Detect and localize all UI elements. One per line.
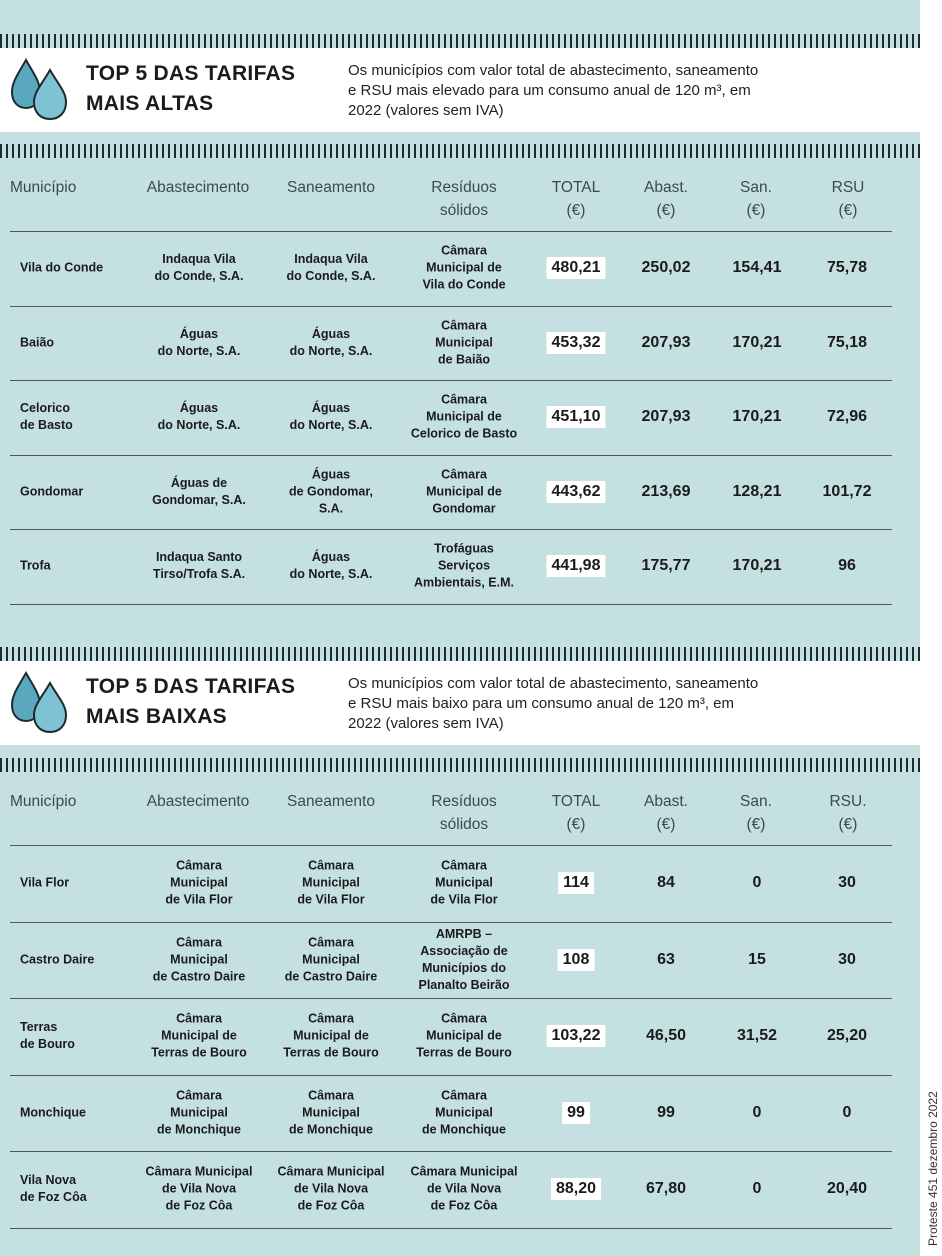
column-header-municipio: Município xyxy=(10,179,77,196)
cell-saneamento: Câmara Municipal de Castro Daire xyxy=(284,935,378,984)
stripe-divider xyxy=(0,34,920,48)
cell-municipio: Castro Daire xyxy=(20,952,95,967)
section-description: Os municípios com valor total de abastecimento, saneamento e RSU mais baixo para um consumo anual de 120 m³, em 2022 (valores sem IVA) xyxy=(348,675,759,732)
cell-residuos: Câmara Municipal de Vila Nova de Foz Côa xyxy=(410,1164,518,1213)
column-header-residuos: Resíduos sólidos xyxy=(431,793,497,833)
cell-municipio: Vila Nova de Foz Côa xyxy=(20,1173,87,1205)
column-header-abastecimento: Abastecimento xyxy=(146,179,250,196)
credit-line: Proteste 451 dezembro 2022 xyxy=(926,1091,940,1246)
stripe-divider xyxy=(0,647,920,661)
cell-rsu: 0 xyxy=(842,1103,852,1121)
row-divider xyxy=(10,1228,892,1229)
stripe-divider xyxy=(0,144,920,158)
cell-abast: 250,02 xyxy=(641,259,691,277)
table-row xyxy=(0,845,900,922)
table-row xyxy=(0,1075,900,1152)
column-header-residuos: Resíduos sólidos xyxy=(431,179,497,219)
column-header-total: TOTAL (€) xyxy=(551,793,601,833)
cell-rsu: 20,40 xyxy=(826,1180,868,1198)
cell-abast: 213,69 xyxy=(641,482,691,500)
cell-abastecimento: Águas de Gondomar, S.A. xyxy=(152,475,246,507)
column-header-san: San. (€) xyxy=(740,793,772,833)
column-header-san: San. (€) xyxy=(740,179,772,219)
section-header-low xyxy=(0,661,920,745)
cell-municipio: Monchique xyxy=(20,1105,86,1120)
cell-saneamento: Câmara Municipal de Terras de Bouro xyxy=(283,1011,379,1060)
cell-abast: 207,93 xyxy=(641,333,691,351)
cell-san: 31,52 xyxy=(736,1027,778,1045)
cell-abast: 84 xyxy=(657,874,675,892)
cell-residuos: Câmara Municipal de Gondomar xyxy=(426,467,502,516)
section-description: Os municípios com valor total de abastecimento, saneamento e RSU mais elevado para um consumo anual de 120 m³, em 2022 (valores sem IVA) xyxy=(348,62,759,119)
cell-rsu: 30 xyxy=(838,874,856,892)
cell-total: 103,22 xyxy=(547,1025,606,1047)
stripe-divider xyxy=(0,758,920,772)
cell-abastecimento: Indaqua Santo Tirso/Trofa S.A. xyxy=(152,550,246,582)
column-header-saneamento: Saneamento xyxy=(287,793,375,810)
cell-abastecimento: Câmara Municipal de Castro Daire xyxy=(152,935,246,984)
cell-saneamento: Câmara Municipal de Vila Nova de Foz Côa xyxy=(277,1164,385,1213)
cell-abast: 67,80 xyxy=(645,1180,687,1198)
table-row xyxy=(0,306,900,381)
cell-total: 480,21 xyxy=(547,257,606,279)
cell-abastecimento: Câmara Municipal de Vila Flor xyxy=(165,858,233,907)
water-drops-icon xyxy=(8,669,72,735)
cell-total: 441,98 xyxy=(547,555,606,577)
cell-abast: 63 xyxy=(657,950,675,968)
cell-abastecimento: Câmara Municipal de Terras de Bouro xyxy=(151,1011,247,1060)
cell-municipio: Vila do Conde xyxy=(20,260,104,275)
table-row xyxy=(0,922,900,999)
cell-rsu: 101,72 xyxy=(822,482,872,500)
cell-abastecimento: Águas do Norte, S.A. xyxy=(157,401,241,433)
column-header-abast: Abast. (€) xyxy=(644,179,688,219)
cell-total: 114 xyxy=(558,872,594,894)
cell-rsu: 75,18 xyxy=(826,333,868,351)
cell-san: 170,21 xyxy=(732,408,782,426)
cell-san: 15 xyxy=(748,950,766,968)
column-header-saneamento: Saneamento xyxy=(287,179,375,196)
cell-municipio: Vila Flor xyxy=(20,875,70,890)
cell-total: 88,20 xyxy=(551,1178,601,1200)
cell-abast: 175,77 xyxy=(641,557,691,575)
column-header-abast: Abast. (€) xyxy=(644,793,688,833)
cell-total: 99 xyxy=(562,1102,590,1124)
cell-total: 453,32 xyxy=(547,332,606,354)
table-row xyxy=(0,529,900,604)
cell-saneamento: Águas do Norte, S.A. xyxy=(289,401,373,433)
cell-abastecimento: Câmara Municipal de Monchique xyxy=(156,1088,242,1137)
cell-san: 0 xyxy=(752,874,762,892)
cell-abast: 207,93 xyxy=(641,408,691,426)
table-row xyxy=(0,231,900,306)
cell-rsu: 25,20 xyxy=(826,1027,868,1045)
cell-total: 108 xyxy=(558,949,595,971)
table-row xyxy=(0,998,900,1075)
cell-total: 443,62 xyxy=(547,481,606,503)
cell-municipio: Trofa xyxy=(20,558,51,573)
cell-san: 154,41 xyxy=(732,259,782,277)
column-header-abastecimento: Abastecimento xyxy=(146,793,250,810)
cell-residuos: Trofáguas Serviços Ambientais, E.M. xyxy=(413,541,515,590)
cell-residuos: Câmara Municipal de Baião xyxy=(435,318,493,367)
section-title: TOP 5 DAS TARIFAS MAIS BAIXAS xyxy=(86,675,296,728)
cell-residuos: Câmara Municipal de Celorico de Basto xyxy=(410,392,518,441)
cell-residuos: Câmara Municipal de Terras de Bouro xyxy=(416,1011,512,1060)
cell-abast: 99 xyxy=(657,1103,675,1121)
cell-municipio: Gondomar xyxy=(20,484,84,499)
cell-san: 0 xyxy=(752,1180,762,1198)
cell-total: 451,10 xyxy=(547,406,606,428)
row-divider xyxy=(10,604,892,605)
cell-residuos: Câmara Municipal de Monchique xyxy=(421,1088,507,1137)
cell-rsu: 75,78 xyxy=(826,259,868,277)
table-row xyxy=(0,455,900,530)
table-row xyxy=(0,380,900,455)
cell-rsu: 72,96 xyxy=(826,408,868,426)
column-header-rsu: RSU. (€) xyxy=(829,793,867,833)
cell-san: 128,21 xyxy=(732,482,782,500)
cell-san: 170,21 xyxy=(732,333,782,351)
cell-saneamento: Indaqua Vila do Conde, S.A. xyxy=(286,252,376,284)
cell-saneamento: Águas do Norte, S.A. xyxy=(289,326,373,358)
cell-municipio: Baião xyxy=(20,335,55,350)
section-header-high xyxy=(0,48,920,132)
cell-residuos: AMRPB – Associação de Municípios do Planalto Beirão xyxy=(418,926,510,992)
column-header-municipio: Município xyxy=(10,793,77,810)
cell-saneamento: Câmara Municipal de Vila Flor xyxy=(297,858,365,907)
cell-abastecimento: Águas do Norte, S.A. xyxy=(157,326,241,358)
section-title: TOP 5 DAS TARIFAS MAIS ALTAS xyxy=(86,62,296,115)
cell-municipio: Celorico de Basto xyxy=(20,401,73,433)
cell-san: 170,21 xyxy=(732,557,782,575)
water-drops-icon xyxy=(8,56,72,122)
cell-abastecimento: Indaqua Vila do Conde, S.A. xyxy=(154,252,244,284)
cell-saneamento: Águas do Norte, S.A. xyxy=(289,550,373,582)
column-header-total: TOTAL (€) xyxy=(551,179,601,219)
cell-residuos: Câmara Municipal de Vila do Conde xyxy=(422,243,506,292)
cell-abast: 46,50 xyxy=(645,1027,687,1045)
cell-san: 0 xyxy=(752,1103,762,1121)
cell-rsu: 96 xyxy=(838,557,856,575)
cell-abastecimento: Câmara Municipal de Vila Nova de Foz Côa xyxy=(145,1164,253,1213)
cell-saneamento: Câmara Municipal de Monchique xyxy=(288,1088,374,1137)
cell-municipio: Terras de Bouro xyxy=(20,1020,75,1052)
cell-rsu: 30 xyxy=(838,950,856,968)
cell-saneamento: Águas de Gondomar, S.A. xyxy=(288,467,374,516)
cell-residuos: Câmara Municipal de Vila Flor xyxy=(430,858,498,907)
column-header-rsu: RSU (€) xyxy=(831,179,865,219)
table-row xyxy=(0,1151,900,1228)
